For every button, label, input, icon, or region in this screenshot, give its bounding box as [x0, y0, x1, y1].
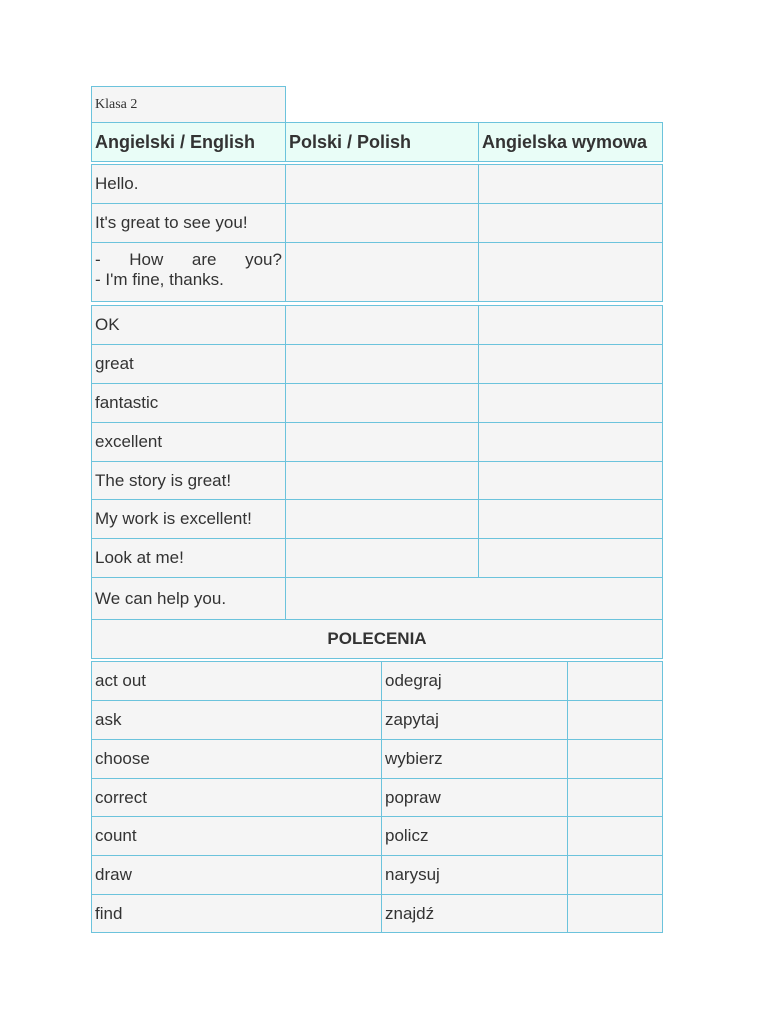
command-extra-cell: [567, 778, 663, 818]
section-title-text: POLECENIA: [327, 629, 427, 648]
vocab-row: [91, 461, 286, 501]
vocab-word: you?: [245, 250, 282, 269]
command-row: [91, 661, 382, 701]
command-extra-cell: [567, 661, 663, 701]
header-pronunciation: [478, 122, 663, 162]
vocab-word: are: [191, 250, 217, 269]
command-polish-text: policz: [385, 826, 429, 845]
vocab-row: [91, 499, 286, 539]
vocab-pronunciation-cell: [478, 305, 663, 345]
caption-text: Klasa 2: [95, 96, 138, 112]
vocab-polish-cell: [285, 538, 479, 578]
vocab-polish-cell: [285, 242, 479, 302]
vocab-row: [91, 577, 286, 620]
command-row: [91, 700, 382, 740]
command-row: [91, 816, 382, 856]
vocab-english: We can help you.: [95, 588, 227, 608]
vocab-row: [91, 344, 286, 384]
header-polish-label: Polski / Polish: [289, 132, 412, 152]
vocab-pronunciation-cell: [478, 383, 663, 423]
command-row: [91, 739, 382, 779]
vocab-word: How: [129, 250, 164, 269]
command-extra-cell: [567, 894, 663, 933]
command-polish-text: odegraj: [385, 671, 442, 690]
command-extra-cell: [567, 700, 663, 740]
vocab-polish-cell: [285, 164, 479, 204]
command-polish-text: zapytaj: [385, 710, 439, 729]
command-english: correct: [95, 788, 147, 807]
vocab-row: [91, 164, 286, 204]
vocab-polish-cell: [285, 203, 479, 243]
header-english: [91, 122, 286, 162]
command-polish: [381, 816, 568, 856]
command-english: find: [95, 903, 123, 923]
vocab-english-line-1: [95, 250, 282, 270]
command-polish: [381, 700, 568, 740]
vocab-word: -: [95, 250, 101, 269]
vocab-english: My work is excellent!: [95, 509, 252, 528]
vocab-polish-cell: [285, 305, 479, 345]
vocab-row: [91, 305, 286, 345]
header-english-label: Angielski / English: [95, 132, 256, 152]
command-polish: [381, 778, 568, 818]
command-english: draw: [95, 865, 132, 884]
command-polish: [381, 739, 568, 779]
vocab-row: [91, 242, 286, 302]
command-polish-text: znajdź: [385, 903, 435, 923]
command-english: ask: [95, 710, 122, 729]
vocab-english: Hello.: [95, 174, 139, 193]
vocab-row: [91, 422, 286, 462]
command-polish-text: wybierz: [385, 749, 443, 768]
vocab-english-line-2: - I'm fine, thanks.: [95, 270, 224, 289]
vocab-pronunciation-cell: [478, 203, 663, 243]
command-english: count: [95, 826, 137, 845]
command-row: [91, 894, 382, 933]
command-polish: [381, 661, 568, 701]
vocab-polish-cell: [285, 461, 479, 501]
command-english: act out: [95, 671, 147, 690]
vocab-english: great: [95, 354, 134, 373]
vocab-pronunciation-cell: [478, 164, 663, 204]
command-polish-text: narysuj: [385, 865, 440, 884]
vocab-row: [91, 383, 286, 423]
header-polish: [285, 122, 479, 162]
command-extra-cell: [567, 816, 663, 856]
vocab-pronunciation-cell: [478, 461, 663, 501]
table-caption: [91, 86, 286, 123]
command-extra-cell: [567, 739, 663, 779]
vocab-english: OK: [95, 315, 120, 334]
vocab-pronunciation-cell: [478, 499, 663, 539]
vocab-polish-cell: [285, 422, 479, 462]
vocab-pronunciation-cell: [478, 538, 663, 578]
vocab-english: The story is great!: [95, 471, 232, 490]
vocab-polish-cell: [285, 383, 479, 423]
section-title: [91, 619, 663, 659]
vocab-merged-cell: [285, 577, 663, 620]
command-polish: [381, 894, 568, 933]
vocab-english: fantastic: [95, 393, 159, 412]
vocab-row: [91, 538, 286, 578]
command-row: [91, 778, 382, 818]
vocab-english: Look at me!: [95, 548, 184, 567]
command-polish-text: popraw: [385, 788, 441, 807]
vocab-polish-cell: [285, 499, 479, 539]
vocab-pronunciation-cell: [478, 344, 663, 384]
command-polish: [381, 855, 568, 895]
command-extra-cell: [567, 855, 663, 895]
vocab-pronunciation-cell: [478, 242, 663, 302]
vocab-english: excellent: [95, 432, 163, 451]
vocab-pronunciation-cell: [478, 422, 663, 462]
command-row: [91, 855, 382, 895]
vocab-row: [91, 203, 286, 243]
vocab-polish-cell: [285, 344, 479, 384]
vocab-english: It's great to see you!: [95, 213, 248, 232]
command-english: choose: [95, 749, 150, 768]
header-pronunciation-label: Angielska wymowa: [482, 132, 648, 152]
